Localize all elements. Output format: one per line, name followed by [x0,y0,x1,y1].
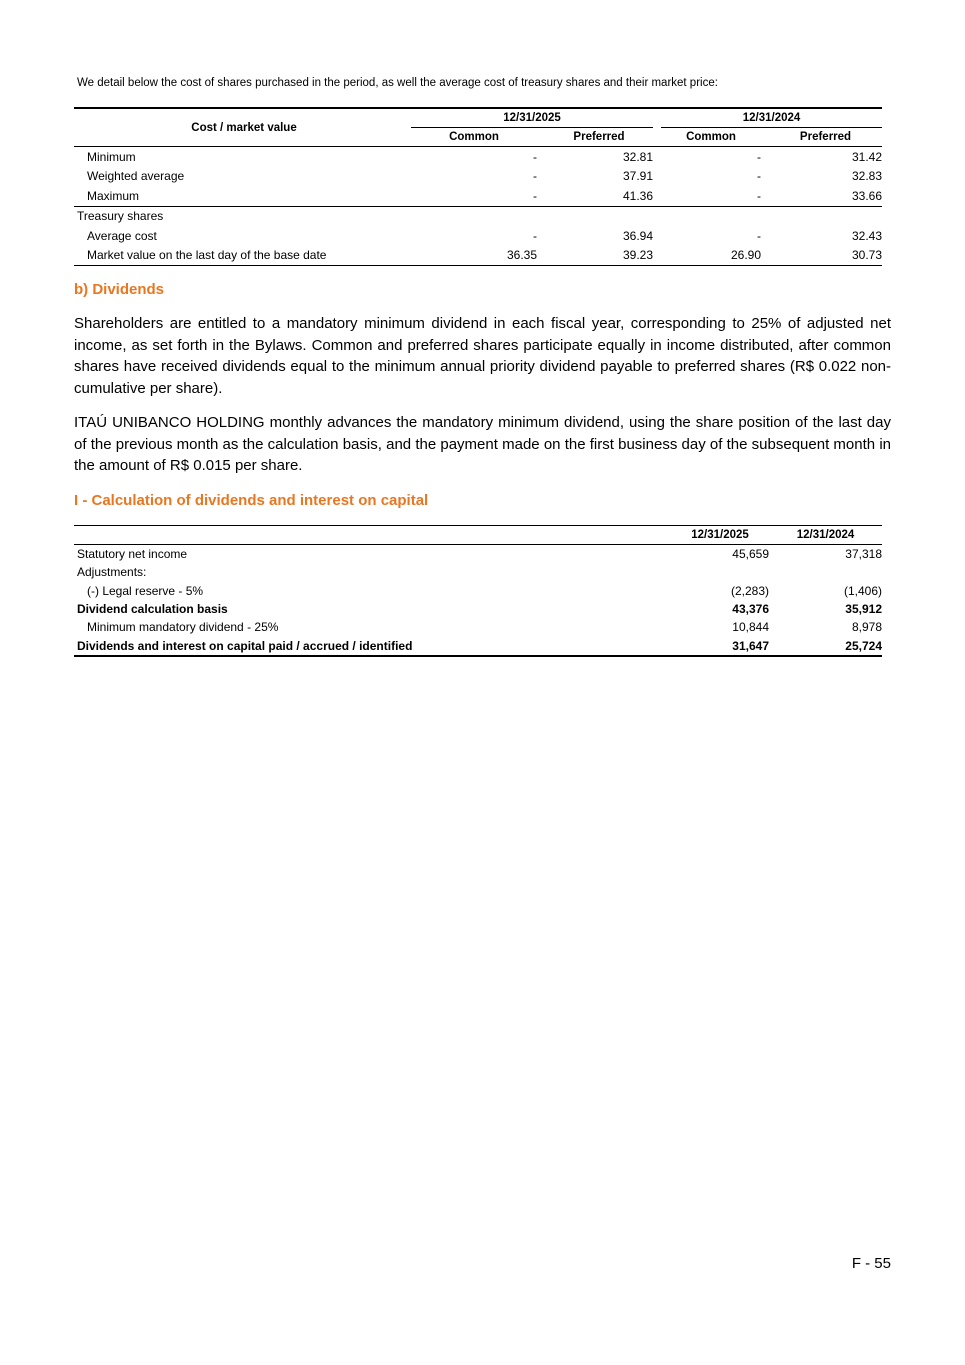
period-header-2025: 12/31/2025 [411,109,653,128]
table-row: Statutory net income 45,659 37,318 [77,547,882,562]
table-row: Adjustments: [77,565,147,580]
table-row: Minimum - 32.81 - 31.42 [87,149,882,164]
dividends-heading: b) Dividends [74,281,165,298]
subheader-common-2024: Common [661,128,761,147]
page-number: F - 55 [851,1255,891,1272]
table-section-row: Treasury shares [74,206,882,226]
period-header-2024: 12/31/2024 [661,109,882,128]
subheader-preferred-2025: Preferred [545,128,653,147]
dividend-calculation-table [74,525,882,657]
cost-market-value-table [74,107,882,266]
cost-label-header: Cost / market value [191,121,297,134]
table-row: Minimum mandatory dividend - 25% 10,844 8,978 [87,620,882,635]
calculation-heading: I - Calculation of dividends and interest on capital [74,492,429,509]
dividends-paragraph-2: ITAÚ UNIBANCO HOLDING monthly advances the mandatory minimum dividend, using the share position of the last day of the previous month as the calculation basis, and the payment made on the first business day of the subsequent month in the amount of R$ 0.015 per share. [74,414,891,474]
subheader-preferred-2024: Preferred [769,128,882,147]
table-row: Average cost - 36.94 - 32.43 [87,228,882,243]
subheader-common-2025: Common [411,128,537,147]
table-row: Weighted average - 37.91 - 32.83 [87,169,882,184]
table-row: Market value on the last day of the base date 36.35 39.23 26.90 30.73 [74,246,882,266]
table-row: Dividends and interest on capital paid / accrued / identified 31,647 25,724 [74,636,882,655]
calc-period-2025: 12/31/2025 [691,529,749,541]
table-row: Dividend calculation basis 43,376 35,912 [77,602,882,617]
table-row: Maximum - 41.36 - 33.66 [87,188,882,203]
calc-period-2024: 12/31/2024 [796,529,855,541]
intro-text: We detail below the cost of shares purchased in the period, as well the average cost of treasury shares and their market price: [77,77,718,89]
table-row: (-) Legal reserve - 5% (2,283) (1,406) [87,583,882,598]
dividends-paragraph-1: Shareholders are entitled to a mandatory minimum dividend in each fiscal year, corresponding to 25% of adjusted net income, as set forth in the Bylaws. Common and preferred shares participate equally in income distributed, after common shares have received dividends equal to the minimum annual priority dividend payable to preferred shares (R$ 0.022 non-cumulative per share). [74,315,891,397]
